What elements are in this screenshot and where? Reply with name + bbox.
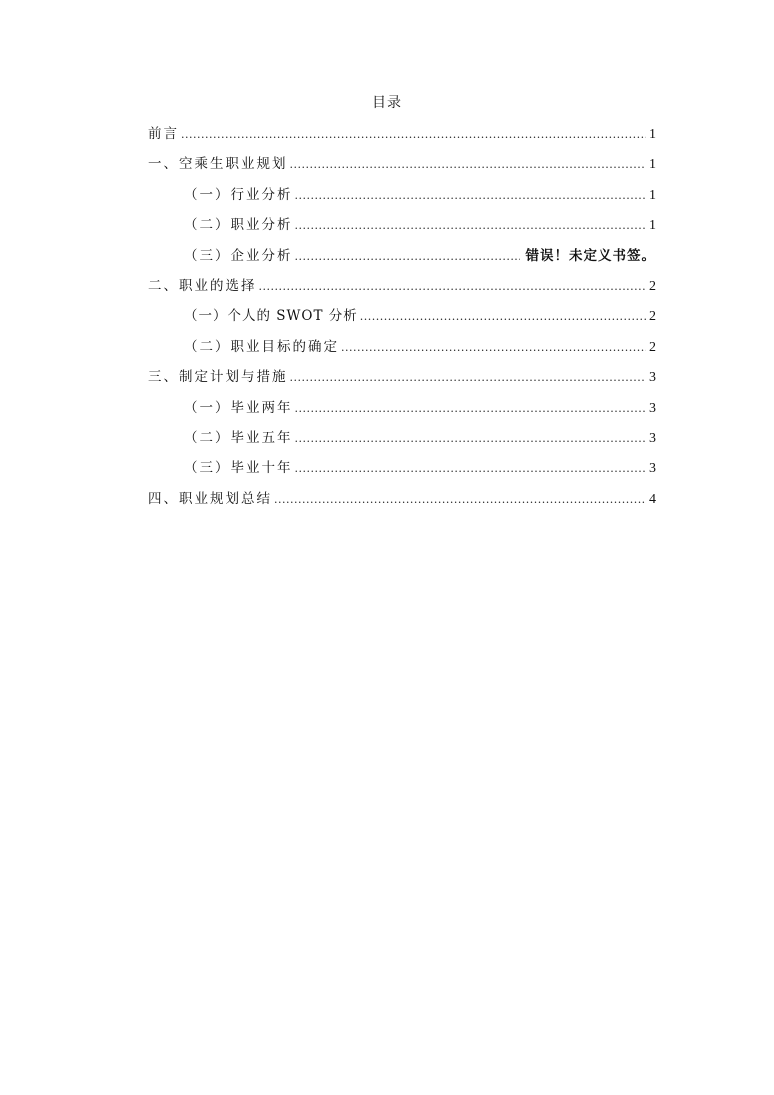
toc-dot-leader bbox=[341, 333, 646, 363]
toc-entry-section-2[interactable] bbox=[148, 271, 656, 301]
toc-entry-label: （一）个人的 SWOT 分析 bbox=[184, 308, 358, 325]
toc-dot-leader bbox=[274, 485, 646, 515]
toc-entry-label: （一）行业分析 bbox=[184, 186, 293, 203]
toc-entry-section-4[interactable] bbox=[148, 484, 656, 514]
toc-entry-label: 三、制定计划与措施 bbox=[148, 369, 288, 386]
toc-entry-page: 1 bbox=[649, 127, 656, 142]
toc-entry-page: 1 bbox=[649, 218, 656, 234]
toc-dot-leader bbox=[360, 302, 646, 332]
toc-dot-leader bbox=[259, 272, 647, 302]
toc-dot-leader bbox=[295, 454, 647, 484]
toc-entry-label: （二）毕业五年 bbox=[184, 429, 293, 446]
toc-entry-page: 3 bbox=[649, 370, 656, 386]
toc-entry-section-1-3[interactable] bbox=[148, 241, 656, 271]
toc-entry-page: 1 bbox=[649, 187, 656, 203]
toc-entry-label: 二、职业的选择 bbox=[148, 277, 257, 294]
toc-dot-leader bbox=[295, 424, 647, 454]
toc-entry-section-2-2[interactable] bbox=[148, 332, 656, 362]
toc-entry-label: 前言 bbox=[148, 126, 179, 142]
toc-entry-page: 1 bbox=[649, 157, 656, 173]
toc-dot-leader bbox=[295, 394, 647, 424]
toc-entry-page: 3 bbox=[649, 461, 656, 477]
toc-dot-leader bbox=[181, 120, 646, 150]
toc-entry-page: 3 bbox=[649, 430, 656, 446]
toc-dot-leader bbox=[295, 211, 647, 241]
toc-entry-section-3-2[interactable] bbox=[148, 423, 656, 453]
toc-entry-section-1[interactable] bbox=[148, 149, 656, 179]
toc-entry-section-3-1[interactable] bbox=[148, 393, 656, 423]
toc-entry-page: 3 bbox=[649, 400, 656, 416]
toc-entry-section-3-3[interactable] bbox=[148, 453, 656, 483]
toc-dot-leader bbox=[290, 363, 647, 393]
toc-dot-leader bbox=[295, 181, 647, 211]
toc-entry-label: （二）职业目标的确定 bbox=[184, 338, 339, 355]
toc-entry-label: （二）职业分析 bbox=[184, 217, 293, 234]
toc-title: 目录 bbox=[372, 95, 402, 111]
toc-entry-page: 2 bbox=[649, 339, 656, 355]
toc-entry-page: 4 bbox=[649, 491, 656, 507]
toc-entry-section-2-1[interactable] bbox=[148, 301, 656, 331]
toc-entry-label: 四、职业规划总结 bbox=[148, 490, 272, 507]
toc-dot-leader bbox=[295, 242, 520, 272]
toc-entry-page: 2 bbox=[649, 309, 656, 325]
toc-bookmark-error: 错误！未定义书签。 bbox=[525, 247, 656, 264]
toc-entry-label: 一、空乘生职业规划 bbox=[148, 156, 288, 173]
toc-entry-section-1-1[interactable] bbox=[148, 180, 656, 210]
toc-dot-leader bbox=[290, 150, 647, 180]
toc-entry-label: （三）毕业十年 bbox=[184, 460, 293, 477]
toc-entry-page: 2 bbox=[649, 278, 656, 294]
table-of-contents bbox=[148, 119, 656, 514]
toc-entry-section-1-2[interactable] bbox=[148, 210, 656, 240]
toc-entry-label: （三）企业分析 bbox=[184, 247, 293, 264]
toc-entry-section-3[interactable] bbox=[148, 362, 656, 392]
toc-entry-label: （一）毕业两年 bbox=[184, 399, 293, 416]
toc-entry-preface[interactable] bbox=[148, 119, 656, 149]
